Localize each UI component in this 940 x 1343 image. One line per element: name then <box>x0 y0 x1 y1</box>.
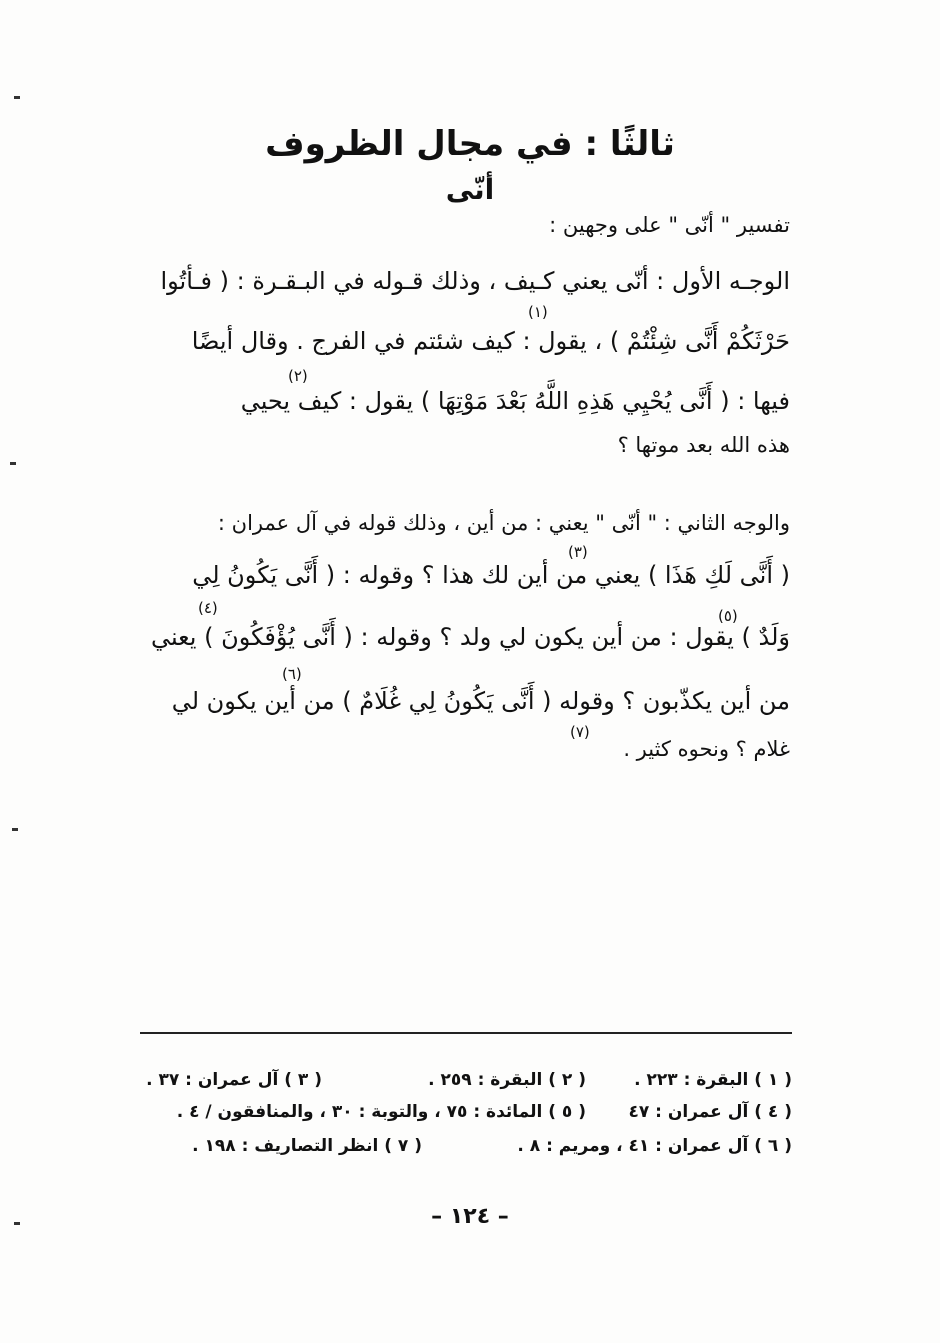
paragraph-1-line-3: فيها : ( أَنَّى يُحْيِي هَذِهِ اللَّهُ بَعْدَ مَوْتِهَا ) يقول : كيف يحيي <box>240 387 790 415</box>
paragraph-2-line-3: وَلَدٌ ) يقول : من أين يكون لي ولد ؟ وقوله : ( أَنَّى يُؤْفَكُونَ ) يعني <box>150 623 790 651</box>
footnote-4: ( ٤ ) آل عمران : ٤٧ <box>628 1102 792 1122</box>
scan-mark <box>14 1222 20 1225</box>
scan-mark <box>10 462 16 465</box>
paragraph-1-line-2: حَرْثَكُمْ أَنَّى شِئْتُمْ ) ، يقول : كيف شئتم في الفرج . وقال أيضًا <box>191 327 790 355</box>
intro-line: تفسير " أنّى " على وجهين : <box>549 213 790 237</box>
footnote-ref-4: (٤) <box>198 599 218 617</box>
page-number: – ١٢٤ – <box>431 1204 509 1229</box>
footnote-ref-7: (٧) <box>570 723 590 741</box>
footnote-1: ( ١ ) البقرة : ٢٢٣ . <box>634 1070 792 1090</box>
paragraph-1-line-4: هذه الله بعد موتها ؟ <box>617 433 790 457</box>
section-title: ثالثًا : في مجال الظروف <box>265 124 675 164</box>
scan-mark <box>14 96 20 99</box>
paragraph-2-line-5: غلام ؟ ونحوه كثير . <box>623 737 790 761</box>
footnote-ref-3: (٣) <box>568 543 588 561</box>
paragraph-2-line-4: من أين يكذّبون ؟ وقوله ( أَنَّى يَكُونُ لِي غُلَامٌ ) من أين يكون لي <box>171 687 790 715</box>
paragraph-2-line-1: والوجه الثاني : " أنّى " يعني : من أين ، وذلك قوله في آل عمران : <box>217 511 790 535</box>
footnote-6: ( ٦ ) آل عمران : ٤١ ، ومريم : ٨ . <box>517 1136 792 1156</box>
footnote-3: ( ٣ ) آل عمران : ٣٧ . <box>146 1070 322 1090</box>
footnote-ref-2: (٢) <box>288 367 308 385</box>
footnote-separator <box>140 1032 792 1034</box>
scan-mark <box>12 828 18 831</box>
footnote-ref-6: (٦) <box>282 665 302 683</box>
paragraph-2-line-2: ( أَنَّى لَكِ هَذَا ) يعني من أين لك هذا ؟ وقوله : ( أَنَّى يَكُونُ لِي <box>192 561 790 589</box>
footnote-2: ( ٢ ) البقرة : ٢٥٩ . <box>428 1070 586 1090</box>
footnote-7: ( ٧ ) انظر التصاريف : ١٩٨ . <box>192 1136 422 1156</box>
footnote-5: ( ٥ ) المائدة : ٧٥ ، والتوبة : ٣٠ ، والمنافقون / ٤ . <box>176 1102 586 1122</box>
paragraph-1-line-1: الوجـه الأول : أنّى يعني كـيف ، وذلك قـوله في البـقـرة : ( فـأتُوا <box>160 267 790 295</box>
section-subtitle: أنّى <box>445 173 495 206</box>
footnote-ref-5: (٥) <box>718 607 738 625</box>
footnote-ref-1: (١) <box>528 303 548 321</box>
